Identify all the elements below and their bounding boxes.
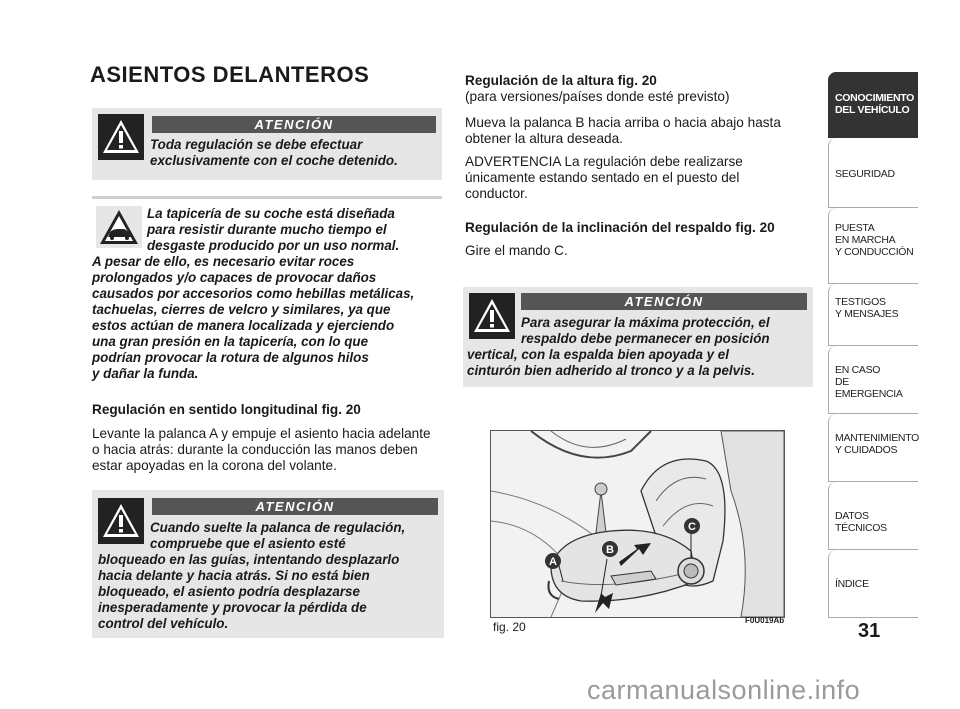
attention-text-body: vertical, con la espalda bien apoyada y el cinturón bien adherido al tronco y a la pelvis. xyxy=(467,347,755,378)
seat-illustration xyxy=(491,431,784,617)
page-number: 31 xyxy=(858,620,881,642)
upholstery-note-indented: La tapicería de su coche está diseñada para resistir durante mucho tiempo el desgaste producido por un uso normal. xyxy=(147,206,400,253)
label-b: B xyxy=(606,544,614,556)
figure-code: F0U019Ab xyxy=(745,616,785,625)
nav-tab-mantenimiento[interactable]: MANTENIMIENTO Y CUIDADOS xyxy=(828,414,918,482)
attention-text-indented: Para asegurar la máxima protección, el respaldo debe permanecer en posición xyxy=(521,315,770,346)
seat-figure xyxy=(490,430,785,618)
nav-tab-conocimiento[interactable]: CONOCIMIENTO DEL VEHÍCULO xyxy=(828,72,918,138)
label-a-marker xyxy=(545,553,561,569)
recline-heading: Regulación de la inclinación del respaldo fig. 20 xyxy=(465,220,775,235)
separator xyxy=(92,196,442,199)
attention-label: ATENCIÓN xyxy=(152,498,438,515)
height-text: Mueva la palanca B hacia arriba o hacia abajo hasta obtener la altura deseada. xyxy=(465,115,781,146)
nav-tab-datos-tecnicos[interactable]: DATOS TÉCNICOS xyxy=(828,482,918,550)
section-title: ASIENTOS DELANTEROS xyxy=(90,62,370,87)
label-a: A xyxy=(549,556,557,568)
figure-caption: fig. 20 xyxy=(493,620,526,634)
height-warning: ADVERTENCIA La regulación debe realizarse únicamente estando sentado en el puesto del conductor. xyxy=(465,154,743,201)
nav-tab-seguridad[interactable]: SEGURIDAD xyxy=(828,138,918,208)
label-b-marker xyxy=(602,541,618,557)
recline-text: Gire el mando C. xyxy=(465,243,568,258)
warning-triangle-icon xyxy=(98,498,144,544)
warning-triangle-icon xyxy=(98,114,144,160)
attention-label: ATENCIÓN xyxy=(152,116,436,133)
warning-triangle-icon xyxy=(469,293,515,339)
attention-text-body: bloqueado en las guías, intentando desplazarlo hacia delante y hacia atrás. Si no está bien bloqueado, el asiento podría desplazarse inesperadamente y provocar la pérdida de control del vehículo. xyxy=(98,552,400,631)
attention-box-2 xyxy=(92,490,444,638)
height-subtitle: (para versiones/países donde esté previsto) xyxy=(465,89,730,104)
upholstery-note-body: A pesar de ello, es necesario evitar roces prolongados y/o capaces de provocar daños causados por accesorios como hebillas metálicas, tachuelas, cierres de velcro y similares, ya que estos actúan de manera localizada y ejerciendo una gran presión en la tapicería, con lo que podrían provocar la rotura de algunos hilos y dañar la funda. xyxy=(92,254,415,381)
height-heading: Regulación de la altura fig. 20 xyxy=(465,73,657,88)
attention-label: ATENCIÓN xyxy=(521,293,807,310)
watermark: carmanualsonline.info xyxy=(587,675,861,705)
attention-text-indented: Cuando suelte la palanca de regulación, compruebe que el asiento esté xyxy=(150,520,406,551)
label-c: C xyxy=(688,521,696,533)
longitudinal-text: Levante la palanca A y empuje el asiento hacia adelante o hacia atrás: durante la conducción las manos deben estar apoyadas en la corona del volante. xyxy=(92,426,431,473)
attention-text: Toda regulación se debe efectuar exclusivamente con el coche detenido. xyxy=(150,137,398,168)
label-c-marker xyxy=(684,518,700,534)
nav-tab-testigos[interactable]: TESTIGOS Y MENSAJES xyxy=(828,284,918,346)
car-note-icon xyxy=(96,206,142,248)
attention-box-1 xyxy=(92,108,442,180)
nav-tab-puesta-en-marcha[interactable]: PUESTA EN MARCHA Y CONDUCCIÓN xyxy=(828,208,918,284)
nav-tab-indice[interactable]: ÍNDICE xyxy=(828,550,918,618)
attention-box-3 xyxy=(463,287,813,387)
nav-tab-emergencia[interactable]: EN CASO DE EMERGENCIA xyxy=(828,346,918,414)
longitudinal-heading: Regulación en sentido longitudinal fig. 20 xyxy=(92,402,361,417)
